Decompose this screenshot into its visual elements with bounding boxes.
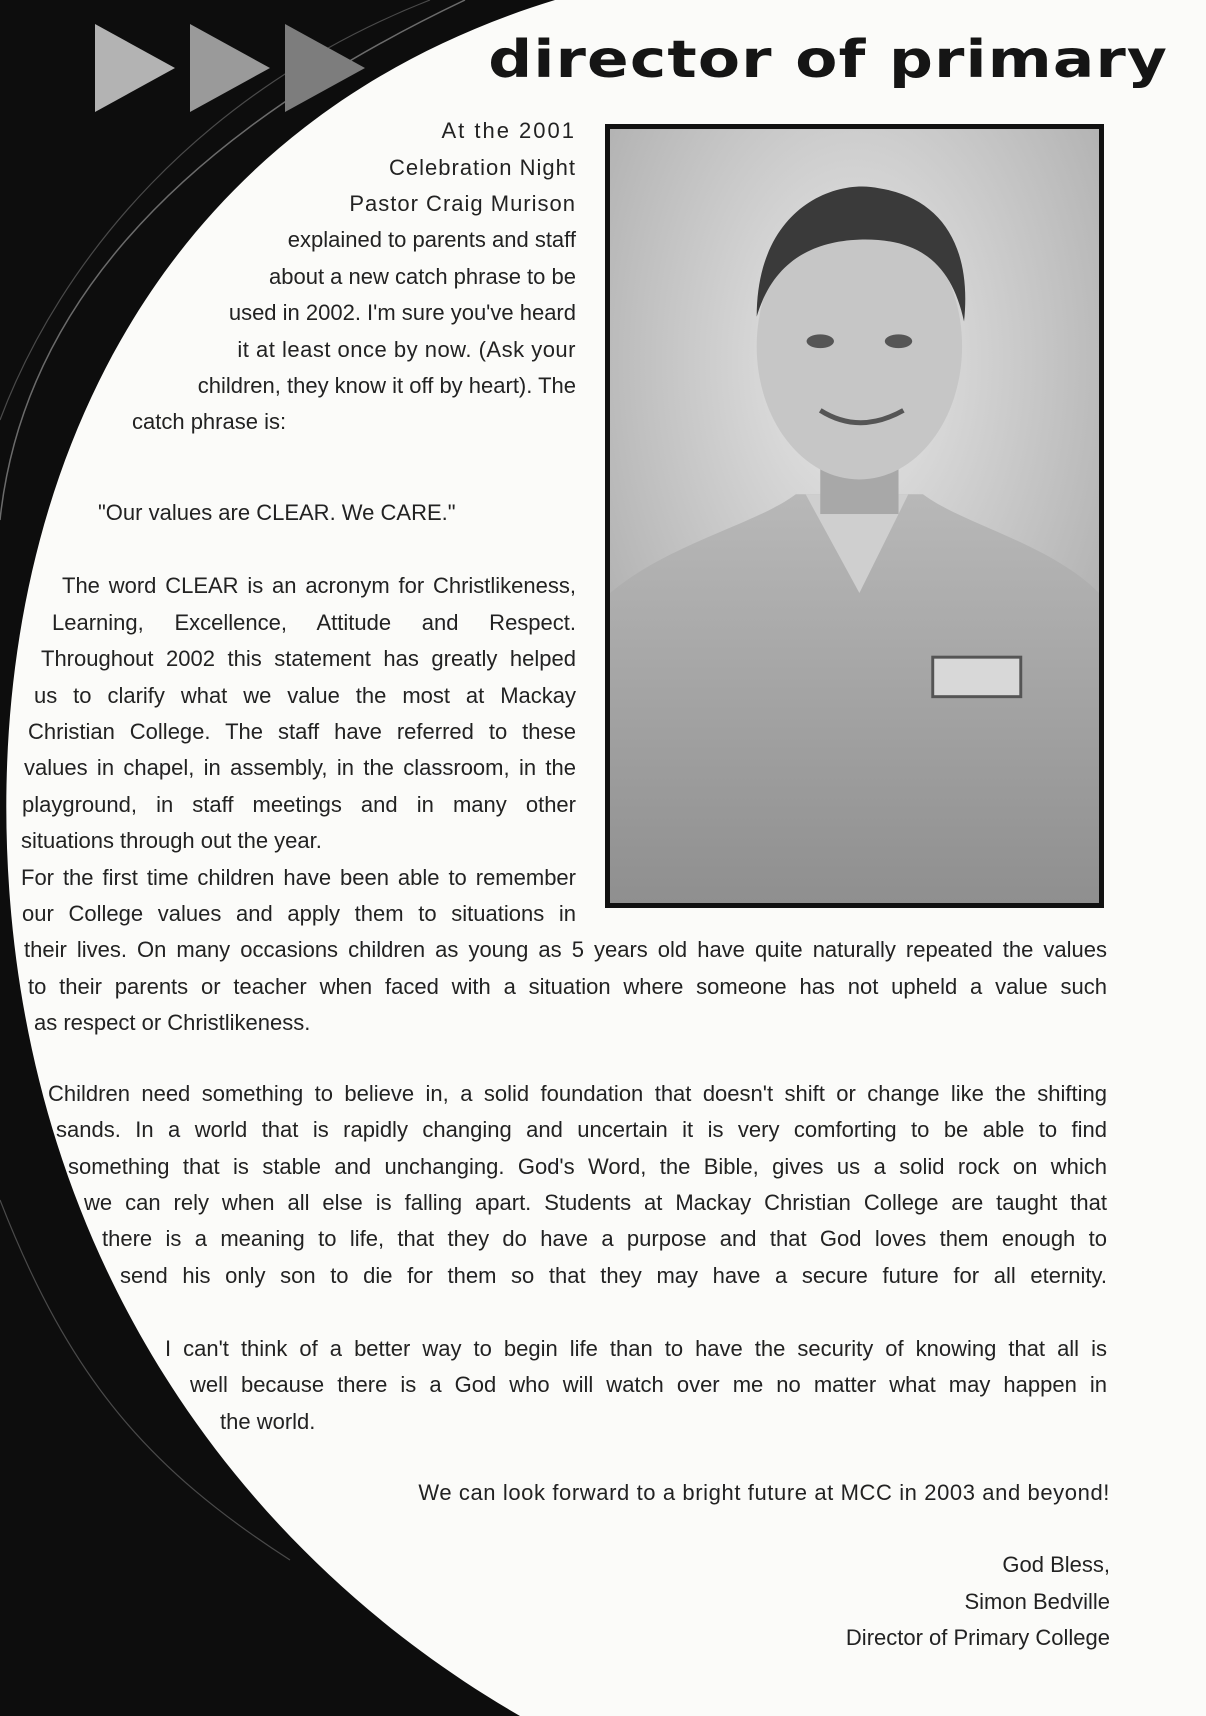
page-title: director of primary [488, 30, 1168, 90]
signoff-name: Simon Bedville [964, 1589, 1110, 1614]
clear-para-line: Christian College. The staff have referred to these [28, 719, 576, 744]
intro-line: used in 2002. I'm sure you've heard [228, 300, 576, 325]
intro-line: about a new catch phrase to be [269, 264, 576, 289]
clear-para-line: Throughout 2002 this statement has greatly helped [41, 646, 576, 671]
signoff-greeting: God Bless, [1002, 1552, 1110, 1577]
first-time-line: our College values and apply them to situations in [22, 901, 576, 926]
closing-line: We can look forward to a bright future at MCC in 2003 and beyond! [418, 1480, 1110, 1505]
security-para-line: the world. [220, 1409, 316, 1434]
security-para-line: I can't think of a better way to begin life than to have the security of knowing that all is [165, 1336, 1107, 1361]
security-para-line: well because there is a God who will watch over me no matter what may happen in [190, 1372, 1107, 1397]
clear-para-line: playground, in staff meetings and in many other [22, 792, 576, 817]
intro-line: children, they know it off by heart). The [197, 373, 576, 398]
clear-para-line: situations through out the year. [21, 828, 322, 853]
intro-line: Celebration Night [389, 155, 576, 180]
children-para-line: we can rely when all else is falling apart. Students at Mackay Christian College are taught that [84, 1190, 1107, 1215]
first-time-line: their lives. On many occasions children as young as 5 years old have quite naturally repeated the values [24, 937, 1107, 962]
first-time-line: For the first time children have been able to remember [21, 865, 576, 890]
clear-para-line: Learning, Excellence, Attitude and Respect. [52, 610, 576, 635]
clear-para-line: The word CLEAR is an acronym for Christlikeness, [62, 573, 576, 598]
intro-line: At the 2001 [441, 118, 576, 143]
first-time-line: as respect or Christlikeness. [34, 1010, 311, 1035]
intro-line: it at least once by now. (Ask your [237, 337, 576, 362]
children-para-line: something that is stable and unchanging. God's Word, the Bible, gives us a solid rock on which [68, 1154, 1107, 1179]
intro-line: explained to parents and staff [287, 227, 576, 252]
children-para-line: sands. In a world that is rapidly changing and uncertain it is very comforting to be able to find [56, 1117, 1107, 1142]
portrait-photo [605, 124, 1104, 908]
clear-para-line: values in chapel, in assembly, in the classroom, in the [24, 755, 576, 780]
intro-line: Pastor Craig Murison [349, 191, 576, 216]
children-para-line: Children need something to believe in, a solid foundation that doesn't shift or change like the shifting [48, 1081, 1107, 1106]
clear-para-line: us to clarify what we value the most at Mackay [34, 683, 576, 708]
children-para-line: send his only son to die for them so that they may have a secure future for all eternity. [120, 1263, 1107, 1288]
catch-phrase-quote: "Our values are CLEAR. We CARE." [98, 500, 456, 525]
intro-line: catch phrase is: [132, 409, 287, 434]
first-time-line: to their parents or teacher when faced with a situation where someone has not upheld a value such [28, 974, 1107, 999]
children-para-line: there is a meaning to life, that they do have a purpose and that God loves them enough to [102, 1226, 1107, 1251]
signoff-role: Director of Primary College [845, 1625, 1110, 1650]
